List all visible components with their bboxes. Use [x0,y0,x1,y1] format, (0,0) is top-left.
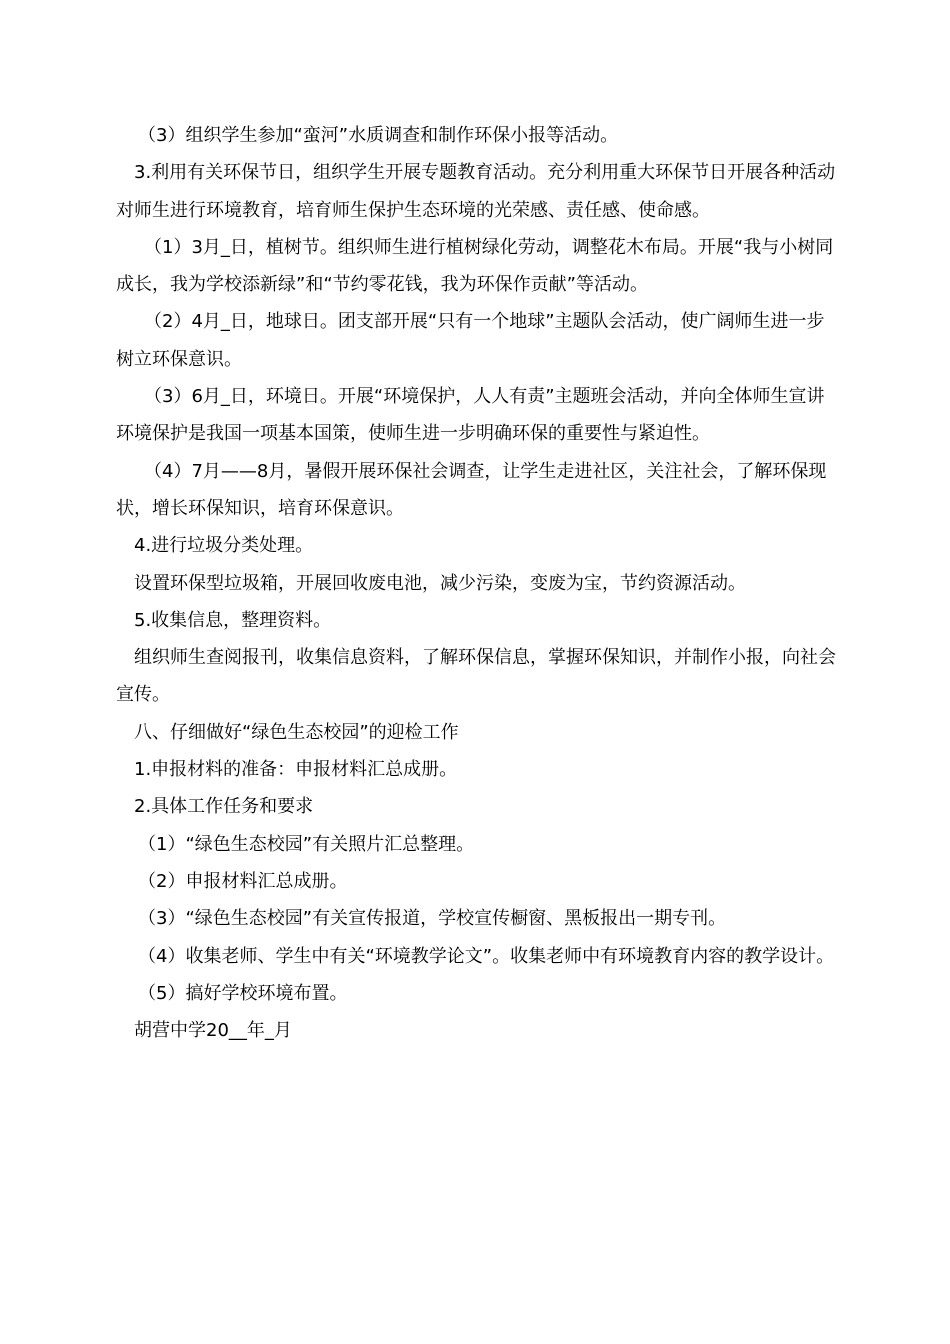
paragraph-publicity: （3）“绿色生态校园”有关宣传报道，学校宣传橱窗、黑板报出一期专刊。 [138,908,727,930]
paragraph-campus-layout: （5）搞好学校环境布置。 [138,982,348,1004]
paragraph-compile-materials: （2）申报材料汇总成册。 [138,870,348,892]
paragraph-application-materials: 1.申报材料的准备：申报材料汇总成册。 [134,759,458,781]
paragraph-environment-day: （3）6月_日，环境日。开展“环境保护，人人有责”主题班会活动，并向全体师生宣讲环境保护是我国一项基本国策，使师生进一步明确环保的重要性与紧迫性。 [116,386,825,445]
paragraph-recycle-bins: 设置环保型垃圾箱，开展回收废电池，减少污染，变废为宝，节约资源活动。 [134,572,746,594]
paragraph-photos: （1）“绿色生态校园”有关照片汇总整理。 [138,833,475,855]
document-body [116,117,836,1049]
paragraph-read-newspapers: 组织师生查阅报刊，收集信息资料，了解环保信息，掌握环保知识，并制作小报，向社会宣传。 [116,647,836,706]
paragraph-papers: （4）收集老师、学生中有关“环境教学论文”。收集老师中有环境教育内容的教学设计。 [138,945,835,967]
paragraph-waste-sorting: 4.进行垃圾分类处理。 [134,535,314,557]
paragraph-summer-survey: （4）7月——8月，暑假开展环保社会调查，让学生走进社区，关注社会，了解环保现状，增长环保知识，培育环保意识。 [116,460,827,519]
paragraph-water-survey: （3）组织学生参加“蛮河”水质调查和制作环保小报等活动。 [138,125,619,146]
paragraph-arbor-day: （1）3月_日，植树节。组织师生进行植树绿化劳动，调整花木布局。开展“我与小树同成长，我为学校添新绿”和“节约零花钱，我为环保作贡献”等活动。 [116,236,834,296]
section-heading-inspection: 八、仔细做好“绿色生态校园”的迎检工作 [134,721,459,743]
paragraph-tasks-requirements: 2.具体工作任务和要求 [134,796,314,818]
signature-school-date: 胡营中学20__年_月 [134,1020,292,1042]
paragraph-collect-info: 5.收集信息，整理资料。 [134,609,332,631]
paragraph-earth-day: （2）4月_日，地球日。团支部开展“只有一个地球”主题队会活动，使广阔师生进一步树立环保意识。 [116,311,825,370]
paragraph-festival-activities: 3.利用有关环保节日，组织学生开展专题教育活动。充分利用重大环保节日开展各种活动对师生进行环境教育，培育师生保护生态环境的光荣感、责任感、使命感。 [116,162,836,221]
